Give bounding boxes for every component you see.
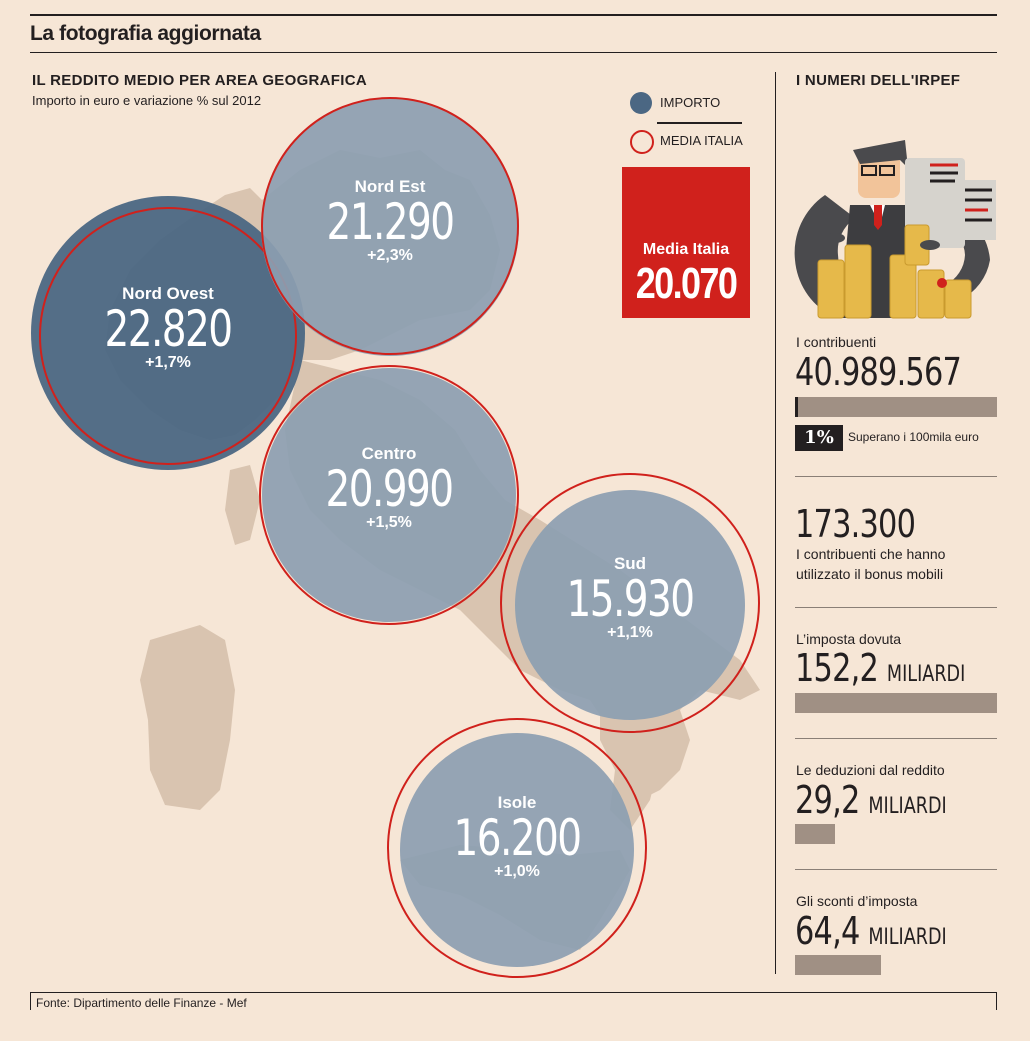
deduzioni-unit: MILIARDI xyxy=(868,794,947,819)
sconti-label: Gli sconti d’imposta xyxy=(796,893,918,909)
region-name: Sud xyxy=(613,554,647,573)
region-name: Nord Est xyxy=(354,177,426,196)
importo-swatch-icon xyxy=(630,92,652,114)
contribuenti-label: I contribuenti xyxy=(796,334,877,350)
share-badge-text: Superano i 100mila euro xyxy=(848,430,979,444)
bonus-text-line2: utilizzato il bonus mobili xyxy=(796,566,944,582)
page-title: La fotografia aggiornata xyxy=(30,22,261,45)
region-nord-est xyxy=(290,177,490,265)
region-sud xyxy=(530,554,730,642)
contribuenti-share-marker xyxy=(795,397,798,417)
media-italia-value: 20.070 xyxy=(635,259,737,308)
region-change: +1,5% xyxy=(366,514,412,531)
bonus-text-line1: I contribuenti che hanno xyxy=(796,546,946,562)
media-italia-box xyxy=(622,167,750,318)
deduzioni-number: 29,2 xyxy=(795,778,860,822)
region-change: +1,7% xyxy=(145,354,191,371)
contribuenti-bar xyxy=(795,397,997,417)
region-name: Isole xyxy=(497,793,537,812)
share-badge: 1% xyxy=(795,425,843,451)
panel-title: I NUMERI DELL'IRPEF xyxy=(796,72,961,89)
stat-divider xyxy=(795,476,997,477)
source-note: Fonte: Dipartimento delle Finanze - Mef xyxy=(36,996,247,1010)
panel-divider xyxy=(775,72,776,974)
region-change: +1,1% xyxy=(607,624,653,641)
chart-subtitle: Importo in euro e variazione % sul 2012 xyxy=(32,93,262,108)
region-isole xyxy=(417,793,617,881)
legend-media-label: MEDIA ITALIA xyxy=(660,133,743,148)
chart-title: IL REDDITO MEDIO PER AREA GEOGRAFICA xyxy=(32,72,367,89)
deduzioni-bar xyxy=(795,824,835,844)
contribuenti-value: 40.989.567 xyxy=(795,350,962,394)
deduzioni-label: Le deduzioni dal reddito xyxy=(796,762,945,778)
sconti-unit: MILIARDI xyxy=(868,925,947,950)
region-nord-ovest xyxy=(68,284,268,372)
stat-divider xyxy=(795,738,997,739)
media-ring-icon xyxy=(630,130,654,154)
media-italia-label: Media Italia xyxy=(642,241,730,258)
footer-rule xyxy=(30,992,997,993)
sconti-number: 64,4 xyxy=(795,909,860,953)
sconti-value xyxy=(795,909,947,953)
region-change: +1,0% xyxy=(494,863,540,880)
sconti-bar xyxy=(795,955,881,975)
bonus-value: 173.300 xyxy=(795,502,916,546)
imposta-label: L’imposta dovuta xyxy=(796,631,902,647)
region-value: 22.820 xyxy=(104,300,232,358)
region-change: +2,3% xyxy=(367,247,413,264)
imposta-unit: MILIARDI xyxy=(886,662,966,687)
region-centro xyxy=(289,444,489,532)
region-value: 20.990 xyxy=(325,460,453,518)
region-value: 15.930 xyxy=(566,570,694,628)
imposta-number: 152,2 xyxy=(795,646,879,690)
legend-divider xyxy=(657,122,742,124)
stat-divider xyxy=(795,869,997,870)
deduzioni-value xyxy=(795,778,947,822)
imposta-bar xyxy=(795,693,997,713)
region-value: 21.290 xyxy=(326,193,454,251)
region-name: Nord Ovest xyxy=(122,284,214,303)
region-value: 16.200 xyxy=(453,809,581,867)
footer-tick xyxy=(30,992,31,1010)
region-name: Centro xyxy=(361,444,417,463)
footer-tick xyxy=(996,992,997,1010)
stat-divider xyxy=(795,607,997,608)
imposta-value xyxy=(795,646,965,690)
legend-importo-label: IMPORTO xyxy=(660,95,721,110)
